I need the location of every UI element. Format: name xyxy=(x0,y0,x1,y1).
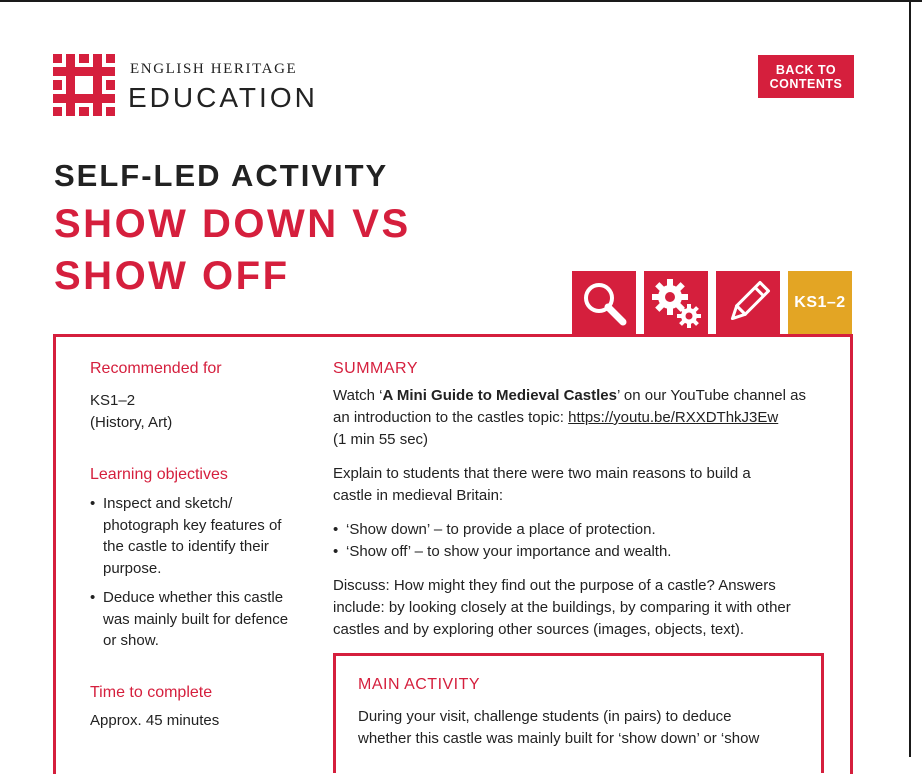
top-border-line xyxy=(0,0,922,2)
org-division: EDUCATION xyxy=(128,82,318,113)
youtube-link[interactable]: https://youtu.be/RXXDThkJ3Ew xyxy=(568,409,779,426)
list-item: • ‘Show down’ – to provide a place of protection. xyxy=(333,519,833,541)
create-tile xyxy=(716,271,780,335)
summary-text: castle in medieval Britain: xyxy=(333,487,504,504)
summary-text: Discuss: How might they find out the purpose of a castle? Answers xyxy=(333,577,776,594)
main-activity-text xyxy=(358,706,798,750)
heritage-castle-grid-icon xyxy=(53,54,115,116)
summary-text: include: by looking closely at the buildings, by comparing it with other xyxy=(333,599,791,616)
recommended-stage: KS1–2 xyxy=(90,392,136,409)
objectives-heading: Learning objectives xyxy=(90,466,228,483)
list-item xyxy=(90,587,315,652)
summary-paragraph xyxy=(333,385,833,451)
main-activity-box xyxy=(333,653,824,773)
video-title: A Mini Guide to Medieval Castles xyxy=(382,387,617,404)
objective-line: purpose. xyxy=(103,559,162,577)
process-tile xyxy=(644,271,708,335)
org-name: ENGLISH HERITAGE xyxy=(130,61,298,77)
pencil-icon xyxy=(723,278,773,328)
objective-line: • Inspect and sketch/ xyxy=(103,495,233,512)
right-border-line xyxy=(909,0,911,757)
summary-text: ’ on our YouTube channel as xyxy=(616,387,806,404)
objective-line: • Deduce whether this castle xyxy=(103,589,284,606)
page-title xyxy=(54,198,411,302)
objective-line: or show. xyxy=(103,632,159,649)
activity-text: During your visit, challenge students (in pairs) to deduce xyxy=(358,708,732,725)
summary-text: Watch ‘ xyxy=(333,387,383,404)
page-title-line: SHOW DOWN VS xyxy=(54,202,411,246)
summary-section xyxy=(333,360,833,641)
summary-heading: SUMMARY xyxy=(333,360,418,377)
magnifier-icon xyxy=(579,278,629,328)
discussion-paragraph xyxy=(333,575,833,641)
back-button-line1: BACK TO xyxy=(775,62,837,77)
activity-text: whether this castle was mainly built for ‘show down’ or ‘show xyxy=(358,730,760,747)
reasons-list xyxy=(333,519,833,563)
list-item: • ‘Show off’ – to show your importance and wealth. xyxy=(333,541,833,563)
back-to-contents-button[interactable] xyxy=(758,55,854,98)
sidebar xyxy=(90,360,315,732)
time-heading: Time to complete xyxy=(90,683,213,701)
summary-text: an introduction to the castles topic: xyxy=(333,409,569,426)
investigate-tile xyxy=(572,271,636,335)
objectives-list xyxy=(90,493,315,652)
reasons-intro xyxy=(333,463,833,507)
video-duration: (1 min 55 sec) xyxy=(333,431,429,448)
time-value: Approx. 45 minutes xyxy=(90,711,220,729)
main-activity-heading: MAIN ACTIVITY xyxy=(358,676,481,693)
page-title-line: SHOW OFF xyxy=(54,254,290,298)
objective-line: photograph key features of xyxy=(103,516,282,534)
gears-icon xyxy=(648,275,704,331)
activity-type-label: SELF-LED ACTIVITY xyxy=(54,158,389,193)
objective-line: the castle to identify their xyxy=(103,538,269,555)
list-item xyxy=(90,493,315,579)
summary-text: castles and by exploring other sources (images, objects, text). xyxy=(333,621,745,638)
summary-text: Explain to students that there were two main reasons to build a xyxy=(333,465,751,482)
recommended-subjects: (History, Art) xyxy=(90,414,173,431)
key-stage-badge: KS1–2 xyxy=(788,271,852,335)
objective-line: was mainly built for defence xyxy=(103,610,289,628)
recommended-heading: Recommended for xyxy=(90,360,222,377)
back-button-line2: CONTENTS xyxy=(769,76,843,91)
